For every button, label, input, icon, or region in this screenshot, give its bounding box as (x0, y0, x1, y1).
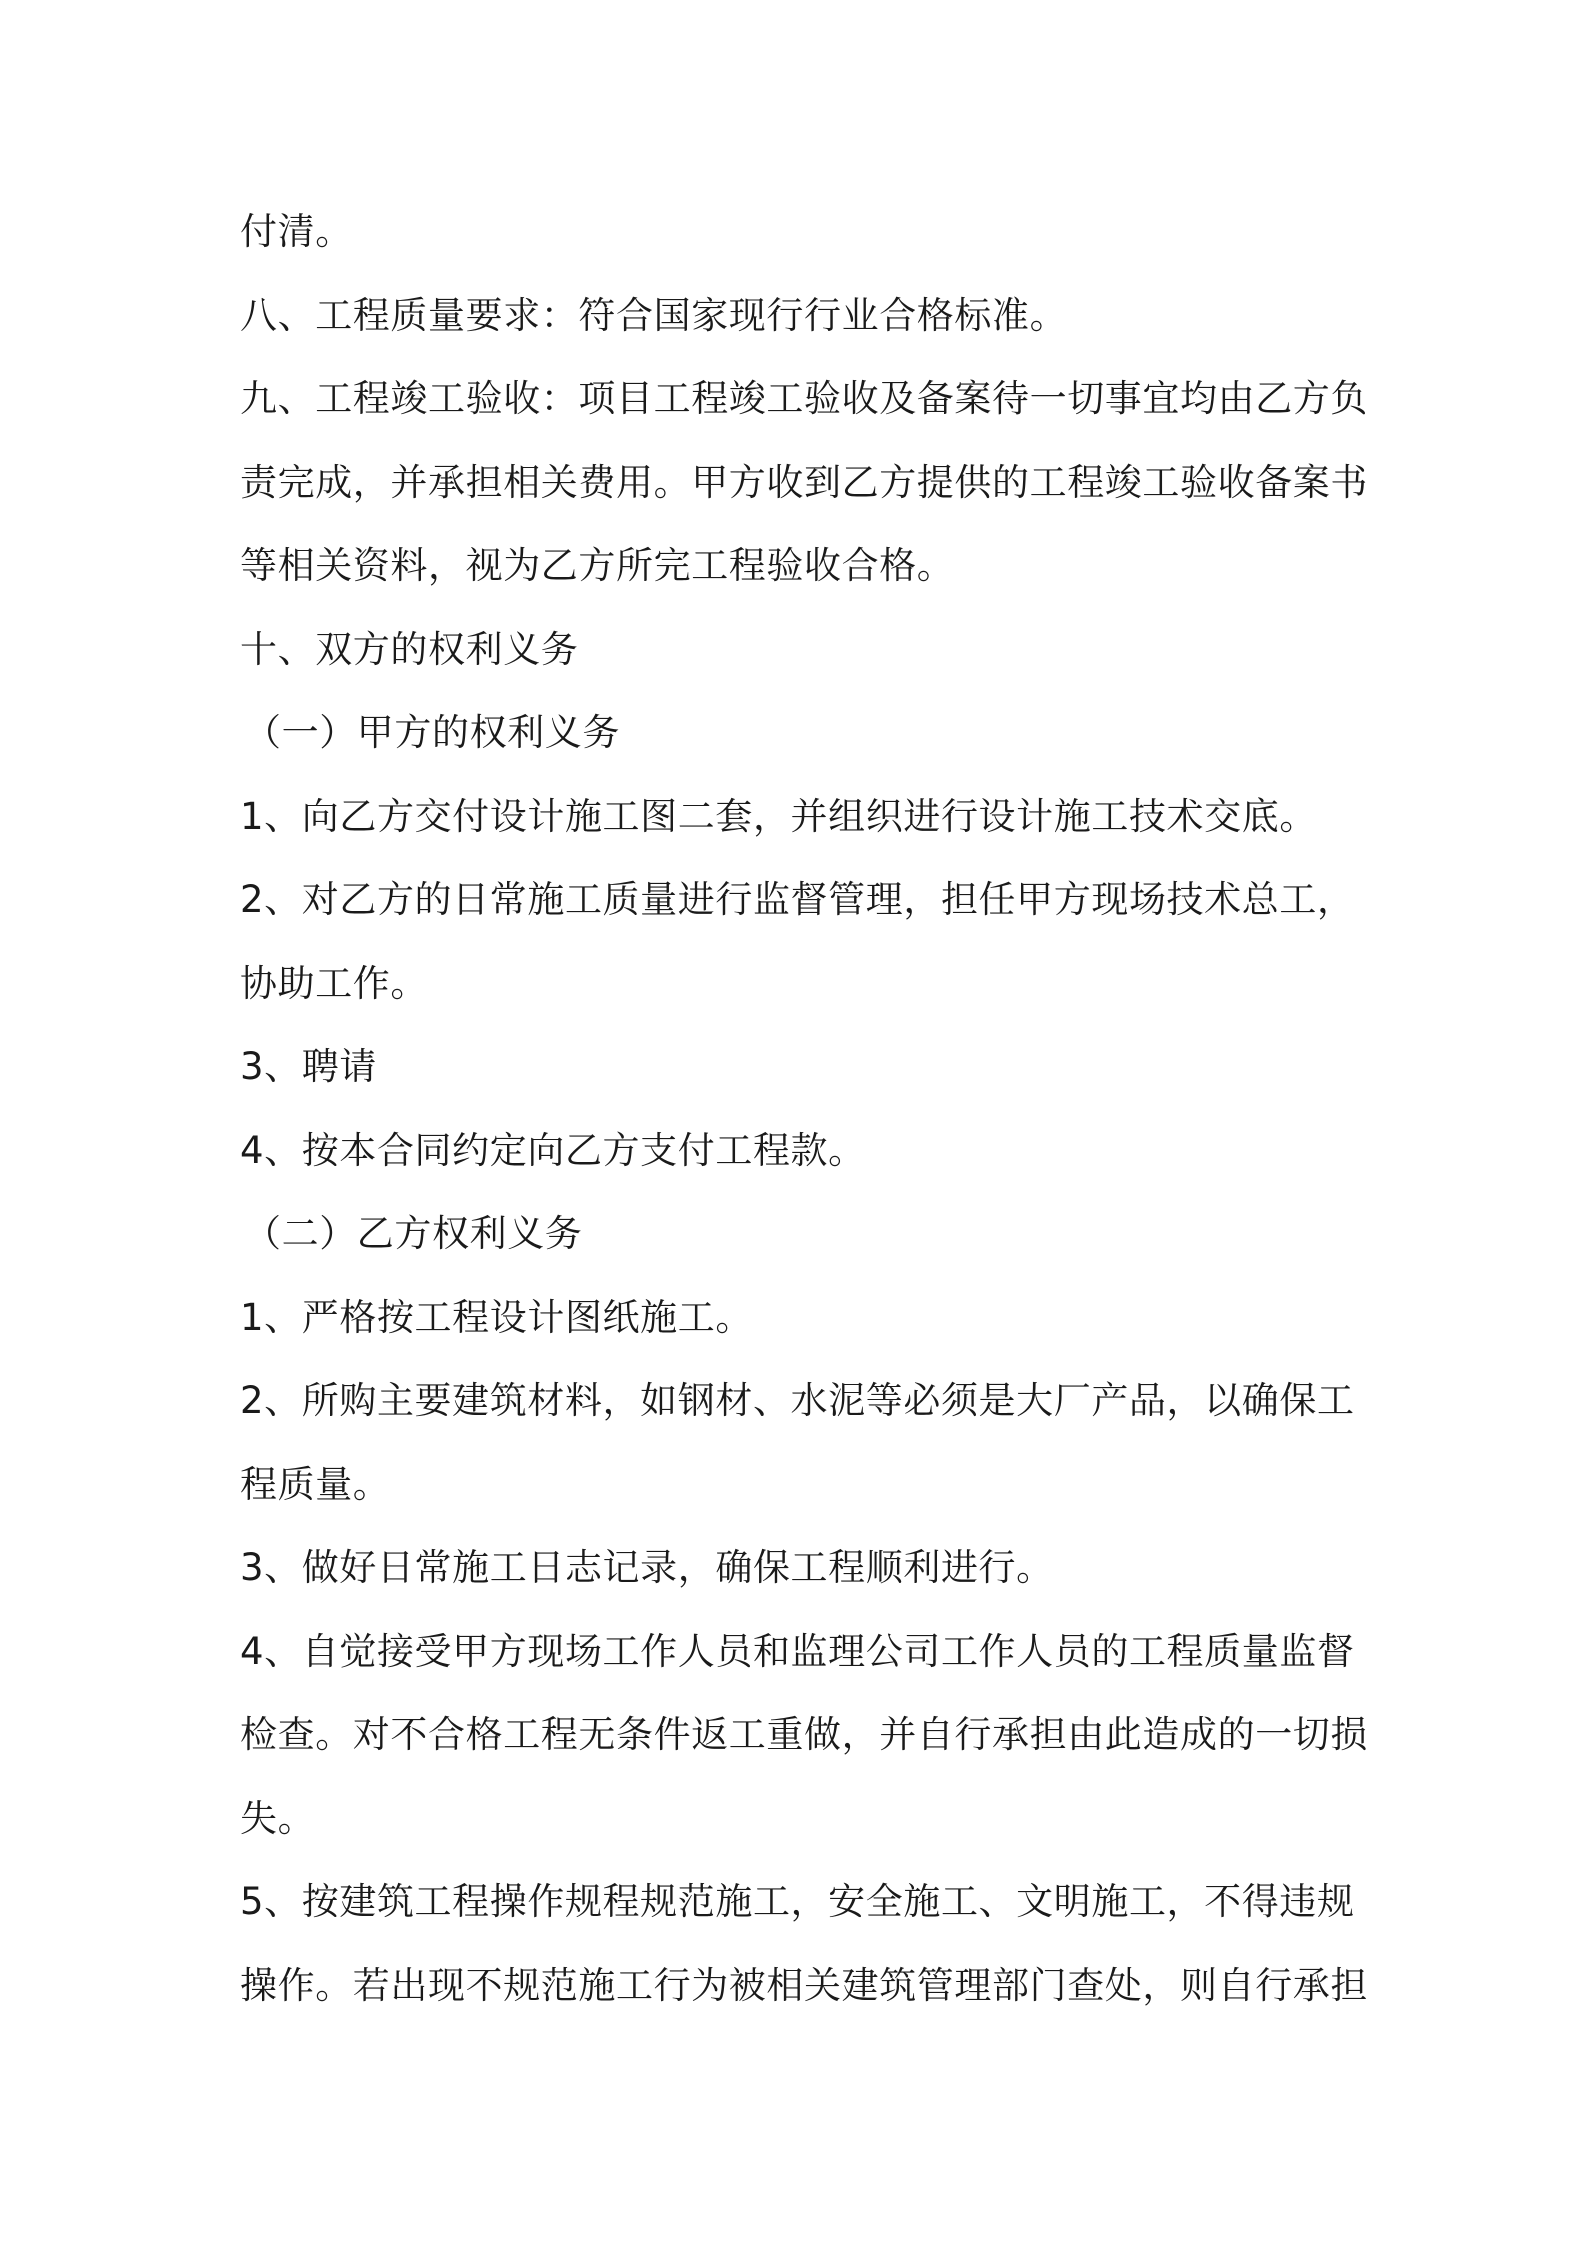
list-item: 4、自觉接受甲方现场工作人员和监理公司工作人员的工程质量监督 (240, 1629, 1355, 1673)
text-line: 程质量。 (240, 1462, 391, 1506)
text-line: 付清。 (240, 210, 353, 253)
list-item: 2、所购主要建筑材料，如钢材、水泥等必须是大厂产品，以确保工 (240, 1379, 1355, 1422)
text-line: 失。 (240, 1796, 316, 1840)
text-line: 等相关资料，视为乙方所完工程验收合格。 (240, 544, 955, 587)
list-item: 4、按本合同约定向乙方支付工程款。 (240, 1128, 866, 1172)
section-heading: 十、双方的权利义务 (240, 627, 579, 671)
document-body (240, 190, 1368, 2027)
text-line: 操作。若出现不规范施工行为被相关建筑管理部门查处，则自行承担 (240, 1963, 1368, 2007)
list-item: 1、向乙方交付设计施工图二套，并组织进行设计施工技术交底。 (240, 794, 1317, 838)
section-heading: 九、工程竣工验收：项目工程竣工验收及备案待一切事宜均由乙方负 (240, 377, 1368, 420)
list-item: 2、对乙方的日常施工质量进行监督管理，担任甲方现场技术总工， (240, 878, 1355, 921)
subsection-heading: （一）甲方的权利义务 (244, 711, 620, 754)
text-line: 责完成，并承担相关费用。甲方收到乙方提供的工程竣工验收备案书 (240, 460, 1368, 504)
text-line: 检查。对不合格工程无条件返工重做，并自行承担由此造成的一切损 (240, 1713, 1368, 1756)
list-item: 1、严格按工程设计图纸施工。 (240, 1295, 753, 1339)
list-item: 3、聘请 (240, 1045, 377, 1088)
list-item: 3、做好日常施工日志记录，确保工程顺利进行。 (240, 1546, 1054, 1589)
text-line: 协助工作。 (240, 961, 428, 1005)
list-item: 5、按建筑工程操作规程规范施工，安全施工、文明施工，不得违规 (240, 1880, 1355, 1923)
subsection-heading: （二）乙方权利义务 (244, 1212, 583, 1255)
section-heading: 八、工程质量要求：符合国家现行行业合格标准。 (240, 293, 1068, 337)
